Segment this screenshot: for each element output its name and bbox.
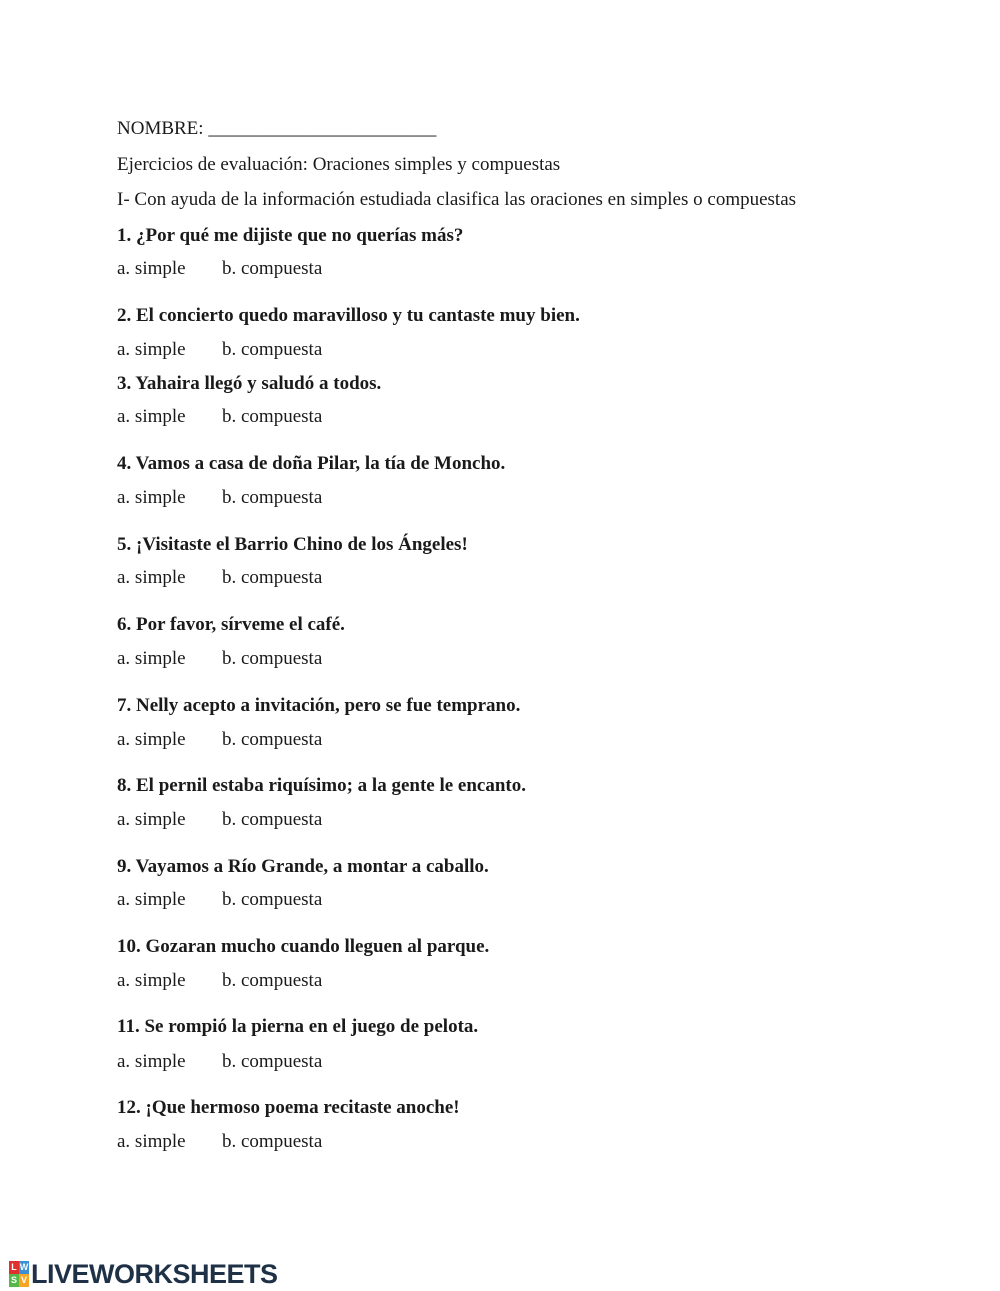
worksheet-subtitle: Ejercicios de evaluación: Oraciones simples y compuestas (117, 154, 561, 175)
question-2-option-a[interactable]: a. simple (117, 339, 186, 360)
name-field-label[interactable]: NOMBRE: ________________________ (117, 118, 437, 139)
liveworksheets-logo[interactable] (9, 1259, 278, 1289)
question-7: 7. Nelly acepto a invitación, pero se fue temprano. (117, 695, 521, 716)
question-11-option-b[interactable]: b. compuesta (222, 1051, 323, 1072)
question-9-option-a[interactable]: a. simple (117, 889, 186, 910)
question-11-option-a[interactable]: a. simple (117, 1051, 186, 1072)
liveworksheets-brand-text: LIVEWORKSHEETS (31, 1259, 278, 1289)
question-12-option-b[interactable]: b. compuesta (222, 1131, 323, 1152)
question-12-option-a[interactable]: a. simple (117, 1131, 186, 1152)
question-9: 9. Vayamos a Río Grande, a montar a caballo. (117, 856, 489, 877)
question-6: 6. Por favor, sírveme el café. (117, 614, 345, 635)
question-9-option-b[interactable]: b. compuesta (222, 889, 323, 910)
logo-letter: S (10, 1275, 17, 1285)
question-5: 5. ¡Visitaste el Barrio Chino de los Ángeles! (117, 534, 468, 555)
question-5-option-b[interactable]: b. compuesta (222, 567, 323, 588)
question-6-option-a[interactable]: a. simple (117, 648, 186, 669)
question-12: 12. ¡Que hermoso poema recitaste anoche! (117, 1097, 460, 1118)
logo-letter: W (19, 1262, 29, 1272)
question-3-option-b[interactable]: b. compuesta (222, 406, 323, 427)
question-1-option-a[interactable]: a. simple (117, 258, 186, 279)
question-10-option-b[interactable]: b. compuesta (222, 970, 323, 991)
question-5-option-a[interactable]: a. simple (117, 567, 186, 588)
question-4: 4. Vamos a casa de doña Pilar, la tía de Moncho. (117, 453, 506, 474)
liveworksheets-logo-icon (9, 1261, 29, 1287)
question-8: 8. El pernil estaba riquísimo; a la gente le encanto. (117, 775, 527, 796)
question-2: 2. El concierto quedo maravilloso y tu cantaste muy bien. (117, 305, 580, 326)
logo-letter: L (9, 1261, 19, 1274)
question-6-option-b[interactable]: b. compuesta (222, 648, 323, 669)
worksheet-instruction: I- Con ayuda de la información estudiada clasifica las oraciones en simples o compuestas (117, 189, 797, 210)
question-4-option-a[interactable]: a. simple (117, 487, 186, 508)
question-7-option-b[interactable]: b. compuesta (222, 729, 323, 750)
question-4-option-b[interactable]: b. compuesta (222, 487, 323, 508)
question-7-option-a[interactable]: a. simple (117, 729, 186, 750)
question-10-option-a[interactable]: a. simple (117, 970, 186, 991)
question-8-option-a[interactable]: a. simple (117, 809, 186, 830)
question-3: 3. Yahaira llegó y saludó a todos. (117, 373, 382, 394)
question-2-option-b[interactable]: b. compuesta (222, 339, 323, 360)
question-3-option-a[interactable]: a. simple (117, 406, 186, 427)
question-1: 1. ¿Por qué me dijiste que no querías más? (117, 225, 464, 246)
question-11: 11. Se rompió la pierna en el juego de pelota. (117, 1016, 479, 1037)
logo-letter: V (20, 1275, 27, 1285)
question-10: 10. Gozaran mucho cuando lleguen al parque. (117, 936, 490, 957)
question-1-option-b[interactable]: b. compuesta (222, 258, 323, 279)
question-8-option-b[interactable]: b. compuesta (222, 809, 323, 830)
